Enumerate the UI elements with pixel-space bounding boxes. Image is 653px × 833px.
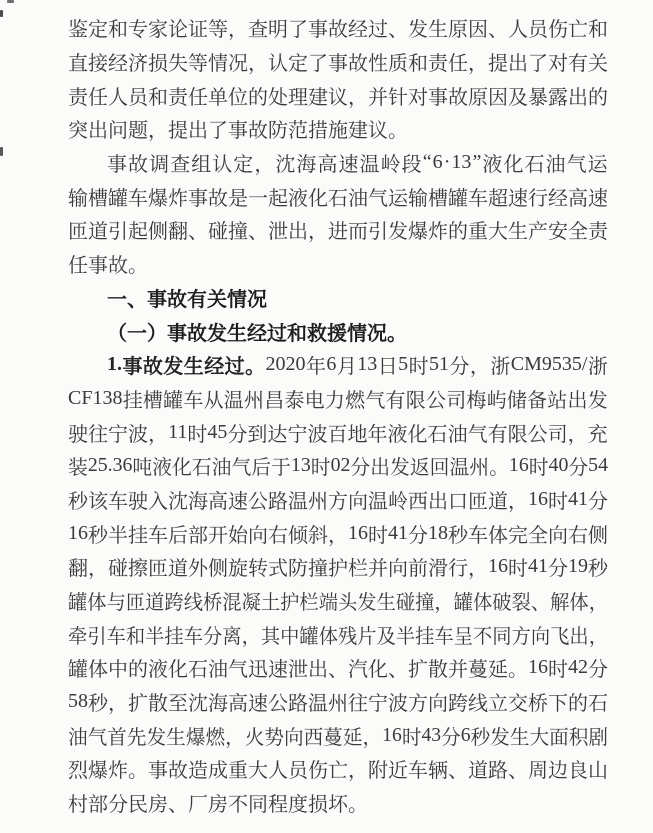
scan-speck <box>0 10 3 17</box>
text-line: 16 秒 半 挂 车 后 部 开 始 向 右 倾 斜 ， 16 时 41 分 18 秒 车 体 完 全 向 右 侧 <box>68 521 608 547</box>
body-paragraph <box>68 146 608 281</box>
text-line: 事 故 调 查 组 认 定 ， 沈 海 高 速 温 岭 段 “ 6 · 13 ” 液 化 石 油 气 运 <box>107 151 608 177</box>
text-line: 罐 体 中 的 液 化 石 油 气 迅 速 泄 出 、 汽 化 、 扩 散 并 蔓 延 。 16 时 42 分 <box>68 656 608 682</box>
text-line: 烈 爆 炸 。 事 故 造 成 重 大 人 员 伤 亡 ， 附 近 车 辆 、 道 路 、 周 边 良 山 <box>68 760 608 783</box>
text-line: 直 接 经 济 损 失 等 情 况 ， 认 定 了 事 故 性 质 和 责 任 ， 提 出 了 对 有 关 <box>68 53 608 76</box>
text-line: 匝 道 引 起 侧 翻 、 碰 撞 、 泄 出 ， 进 而 引 发 爆 炸 的 重 大 生 产 安 全 责 <box>68 221 608 244</box>
body-paragraph <box>68 11 608 146</box>
text-line: 责 任 人 员 和 责 任 单 位 的 处 理 建 议 ， 并 针 对 事 故 原 因 及 暴 露 出 的 <box>68 86 608 109</box>
text-line: 任 事 故 。 <box>68 255 148 278</box>
text-line: 一 、 事 故 有 关 情 况 <box>107 288 267 311</box>
text-line: 驶 往 宁 波 ， 11 时 45 分 到 达 宁 波 百 地 年 液 化 石 油 气 有 限 公 司 ， 充 <box>68 420 608 446</box>
text-line: 村 部 分 民 房 、 厂 房 不 同 程 度 损 坏 。 <box>68 794 368 817</box>
document-body <box>68 11 608 820</box>
text-line: 翻 ， 碰 擦 匝 道 外 侧 旋 转 式 防 撞 护 栏 并 向 前 滑 行 ， 16 时 41 分 19 秒 <box>68 555 608 581</box>
heading-level-1 <box>68 281 608 315</box>
text-line: 秒 该 车 驶 入 沈 海 高 速 公 路 温 州 方 向 温 岭 西 出 口 匝 道 ， 16 时 41 分 <box>68 487 608 513</box>
scan-speck <box>7 0 14 3</box>
text-line: 突 出 问 题 ， 提 出 了 事 故 防 范 措 施 建 议 。 <box>68 120 408 143</box>
heading-level-2 <box>68 314 608 348</box>
text-line: 1. 事 故 发 生 经 过 。 2020 年 6 月 13 日 5 时 51 分 ， 浙 CM9535/ 浙 <box>107 353 608 379</box>
text-line: CF138 挂 槽 罐 车 从 温 州 昌 泰 电 力 燃 气 有 限 公 司 梅 屿 储 备 站 出 发 <box>68 386 608 412</box>
text-line: 罐 体 与 匝 道 跨 线 桥 混 凝 土 护 栏 端 头 发 生 碰 撞 ， 罐 体 破 裂 、 解 体 ， <box>68 592 608 615</box>
text-line: 58 秒 ， 扩 散 至 沈 海 高 速 公 路 温 州 往 宁 波 方 向 跨 线 立 交 桥 下 的 石 <box>68 690 608 716</box>
text-line: 装 25.36 吨 液 化 石 油 气 后 于 13 时 02 分 出 发 返 回 温 州 。 16 时 40 分 54 <box>68 454 608 480</box>
text-line: 牵 引 车 和 半 挂 车 分 离 ， 其 中 罐 体 残 片 及 半 挂 车 呈 不 同 方 向 飞 出 ， <box>68 625 608 648</box>
scan-speck <box>0 147 3 156</box>
text-line: 鉴 定 和 专 家 论 证 等 ， 查 明 了 事 故 经 过 、 发 生 原 因 、 人 员 伤 亡 和 <box>68 19 608 42</box>
text-line: 油 气 首 先 发 生 爆 燃 ， 火 势 向 西 蔓 延 ， 16 时 43 分 6 秒 发 生 大 面 积 剧 <box>68 723 608 749</box>
body-paragraph <box>68 348 608 820</box>
text-line: 输 槽 罐 车 爆 炸 事 故 是 一 起 液 化 石 油 气 运 输 槽 罐 车 超 速 行 经 高 速 <box>68 187 608 210</box>
text-line: （ 一 ） 事 故 发 生 经 过 和 救 援 情 况 。 <box>107 322 407 345</box>
